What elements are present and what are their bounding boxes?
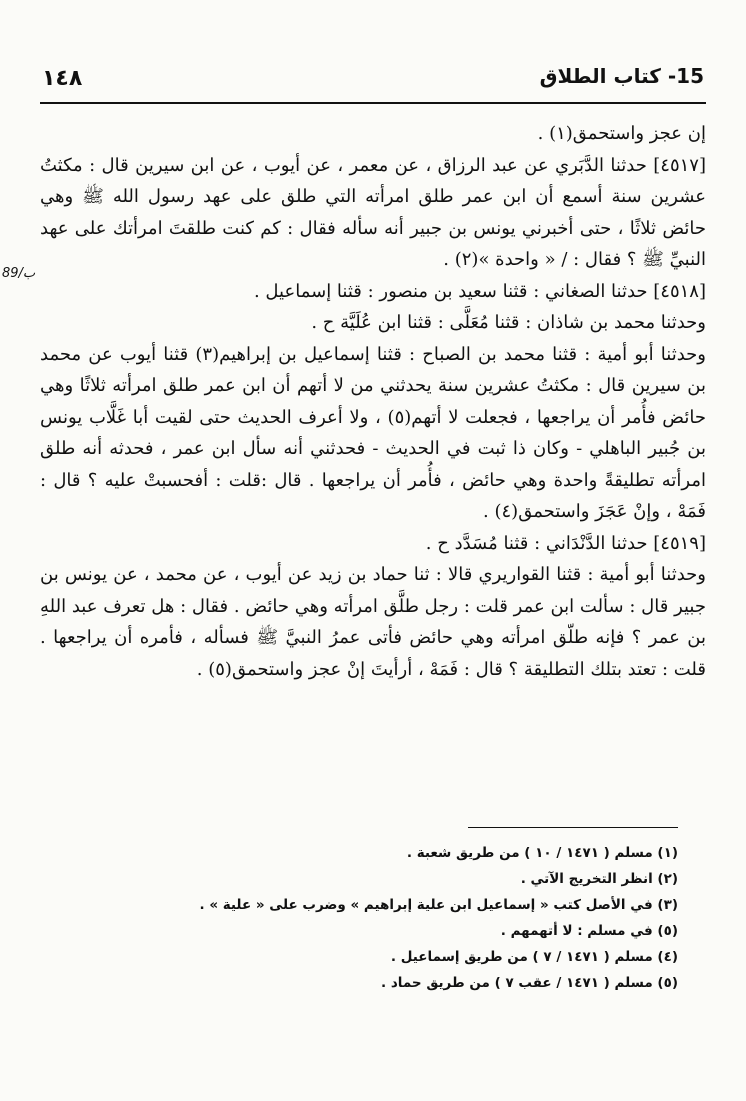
main-text xyxy=(40,118,706,685)
paragraph: [٤٥١٩] حدثنا الدَّنْدَاني : قثنا مُسَدَّد ح . xyxy=(425,532,706,554)
page-number: ١٤٨ xyxy=(42,66,83,91)
footnote: (٢) انظر التخريج الآتي . xyxy=(520,871,678,887)
paragraph: [٤٥١٨] حدثنا الصغاني : قثنا سعيد بن منصور : قثنا إسماعيل . xyxy=(253,280,706,302)
footnote: (٥) في مسلم : لا أتهمهم . xyxy=(500,923,678,939)
footnote: (١) مسلم ( ١٤٧١ / ١٠ ) من طريق شعبة . xyxy=(406,845,678,861)
paragraph: وحدثنا أبو أمية : قثنا القواريري قالا : ثنا حماد بن زيد عن أيوب ، عن محمد ، عن يونس بن جبير قال : سألت ابن عمر قلت : رجل طلَّق امرأته وهي حائض . فقال : هل تعرف عبد اللهِ بن عمر ؟ فإنه طلّق امرأته وهي حائض فأتى عمرُ النبيَّ ﷺ فسأله ، فأمره أن يراجعها . قلت : تعتد بتلك التطليقة ؟ قال : فَمَهْ ، أرأيتَ إنْ عجز واستحمق(٥) . xyxy=(40,564,706,680)
header-rule xyxy=(40,102,706,104)
footnote: (٥) مسلم ( ١٤٧١ / عقب ٧ ) من طريق حماد . xyxy=(381,975,678,991)
chapter-title: 15- كتاب الطلاق xyxy=(539,64,704,88)
footnote: (٣) في الأصل كتب « إسماعيل ابن علية إبراهيم » وضرب على « علية » . xyxy=(199,897,678,913)
paragraph: وحدثنا أبو أمية : قثنا محمد بن الصباح : قثنا إسماعيل بن إبراهيم(٣) قثنا أيوب عن محمد بن سيرين قال : مكثتُ عشرين سنة يحدثني من لا أتهم أن ابن عمر طلق امرأته ثلاثًا وهي حائض فأُمر أن يراجعها ، فجعلت لا أتهم(٥) ، ولا أعرف الحديث حتى لقيت أبا غَلَّاب يونس بن جُبير الباهلي - وكان ذا ثبت في الحديث - فحدثني أنه سأل ابن عمر ، فحدثه أنه طلق امرأته تطليقةً واحدة وهي حائض ، فأُمر أن يراجعها . قال :قلت : أفحسبتْ عليه ؟ قال : فَمَهْ ، وإنْ عَجَزَ واستحمق(٤) . xyxy=(40,343,706,522)
footnote-rule xyxy=(468,827,678,828)
margin-folio-note: 89/ب xyxy=(2,266,36,281)
paragraph: وحدثنا محمد بن شاذان : قثنا مُعَلَّى : قثنا ابن عُلَيَّة ح . xyxy=(311,312,706,333)
paragraph: [٤٥١٧] حدثنا الدَّبَري عن عبد الرزاق ، عن معمر ، عن أيوب ، عن ابن سيرين قال : مكثتُ عشرين سنة أسمع أن ابن عمر طلق امرأته التي طلق على عهد رسول الله ﷺ وهي حائض ثلاثًا ، حتى أخبرني يونس بن جبير أنه سأله فقال : كم كنت طلقتَ امرأتك على عهد النبيِّ ﷺ ؟ فقال : / « واحدة »(٢) . xyxy=(40,154,706,270)
footnote: (٤) مسلم ( ١٤٧١ / ٧ ) من طريق إسماعيل . xyxy=(390,949,678,965)
paragraph: إن عجز واستحمق(١) . xyxy=(537,123,706,144)
footnotes xyxy=(40,840,678,996)
